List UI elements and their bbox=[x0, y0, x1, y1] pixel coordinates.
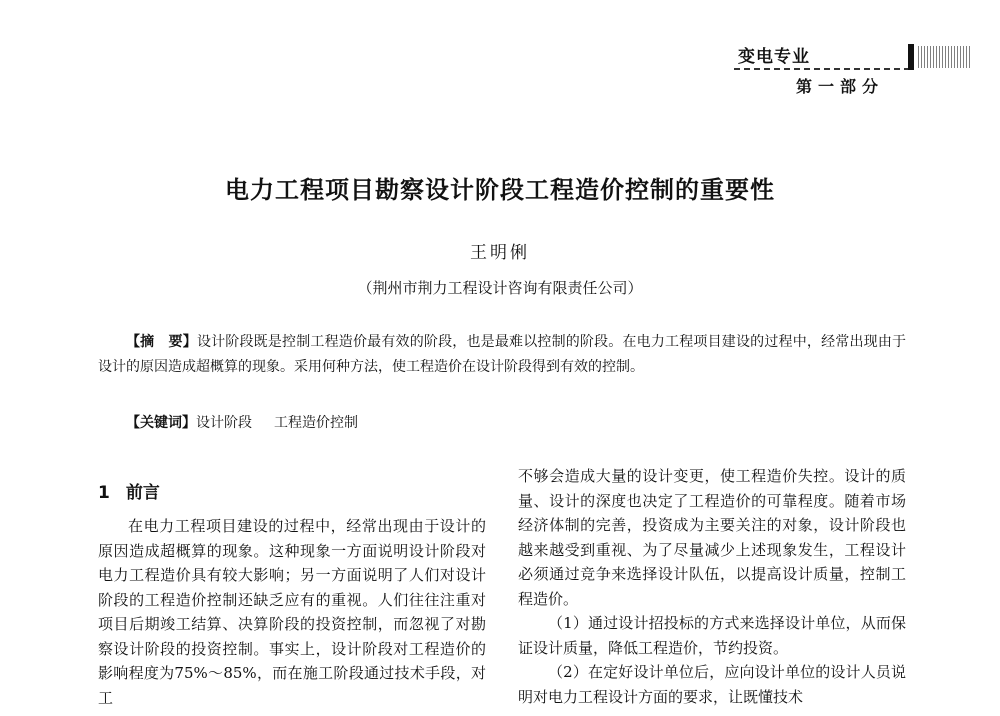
header-pattern-decoration bbox=[918, 46, 972, 68]
abstract bbox=[98, 330, 906, 380]
keywords bbox=[126, 411, 380, 436]
body-paragraph-continuation: 不够会造成大量的设计变更，使工程造价失控。设计的质量、设计的深度也决定了工程造价的可靠程度。随着市场经济体制的完善，投资成为主要关注的对象，设计阶段也越来越受到重视、为了尽量减少上述现象发生，工程设计必须通过竞争来选择设计队伍，以提高设计质量，控制工程造价。 bbox=[518, 467, 906, 608]
section-title: 前言 bbox=[125, 483, 160, 503]
running-header-section: 变电专业 bbox=[738, 47, 810, 67]
article-author: 王明俐 bbox=[470, 243, 530, 263]
list-item: （1）通过设计招投标的方式来选择设计单位，从而保证设计质量，降低工程造价，节约投资。 bbox=[518, 614, 906, 657]
abstract-text: 设计阶段既是控制工程造价最有效的阶段，也是最难以控制的阶段。在电力工程项目建设的过程中，经常出现由于设计的原因造成超概算的现象。采用何种方法，使工程造价在设计阶段得到有效的控制。 bbox=[98, 334, 907, 375]
section-number: 1 bbox=[98, 483, 110, 503]
left-column bbox=[98, 514, 486, 710]
running-header-part: 第一部分 bbox=[796, 77, 885, 96]
header-dashed-rule bbox=[734, 68, 910, 70]
right-column bbox=[518, 464, 906, 709]
keyword-item: 设计阶段 bbox=[196, 415, 252, 431]
header-bar-mark bbox=[908, 44, 914, 70]
list-item: （2）在定好设计单位后，应向设计单位的设计人员说明对电力工程设计方面的要求，让既懂技术 bbox=[518, 663, 906, 706]
section-heading bbox=[98, 478, 160, 503]
body-paragraph: 在电力工程项目建设的过程中，经常出现由于设计的原因造成超概算的现象。这种现象一方面说明设计阶段对电力工程造价具有较大影响；另一方面说明了人们对设计阶段的工程造价控制还缺乏应有的重视。人们往往注重对项目后期竣工结算、决算阶段的投资控制，而忽视了对勘察设计阶段的投资控制。事实上，设计阶段对工程造价的影响程度为75%～85%，而在施工阶段通过技术手段，对工 bbox=[98, 517, 486, 707]
abstract-label: 【摘 要】 bbox=[126, 334, 197, 350]
keyword-item: 工程造价控制 bbox=[274, 415, 358, 431]
keywords-label: 【关键词】 bbox=[126, 415, 196, 431]
author-affiliation: （荆州市荆力工程设计咨询有限责任公司） bbox=[357, 279, 643, 297]
article-title: 电力工程项目勘察设计阶段工程造价控制的重要性 bbox=[225, 176, 775, 204]
